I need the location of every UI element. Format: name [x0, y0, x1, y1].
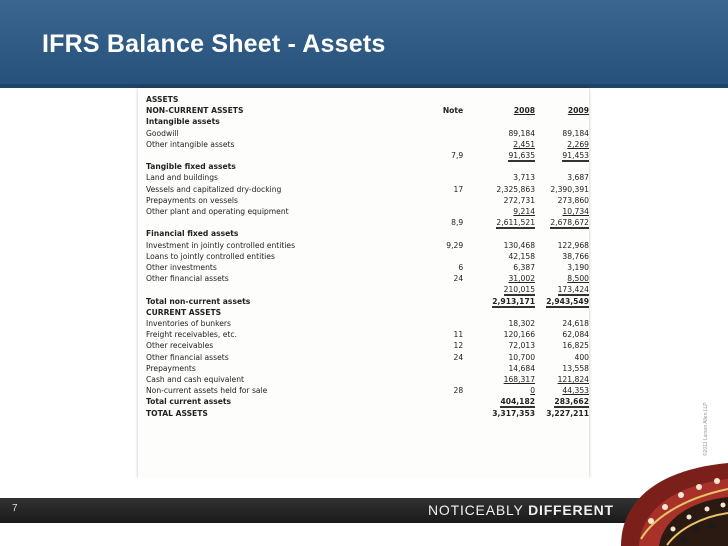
row-value-2009: 10,734	[562, 207, 589, 217]
row-value-2008: 89,184	[508, 128, 536, 138]
row-label	[146, 150, 407, 161]
table-row	[146, 172, 589, 183]
row-note	[407, 318, 463, 329]
tagline-prefix: NOTICEABLY	[428, 502, 529, 518]
table-row	[146, 240, 589, 251]
row-value-2008: 2,325,863	[496, 184, 536, 194]
row-note: 28	[453, 386, 464, 396]
row-note	[407, 307, 463, 318]
row-value-2009: 173,424	[557, 285, 589, 295]
table-row	[146, 150, 589, 161]
page-number: 7	[12, 503, 18, 514]
row-note: 24	[453, 274, 464, 284]
row-value-2009: 2,943,549	[546, 296, 589, 306]
table-row	[146, 329, 589, 340]
table-row	[146, 363, 589, 374]
table-row	[146, 296, 589, 307]
row-label: Intangible assets	[146, 117, 220, 127]
row-value-2009: 91,453	[562, 151, 589, 161]
row-value-2009: 24,618	[562, 319, 589, 329]
row-value-2008: 9,214	[513, 207, 536, 217]
row-label: Investment in jointly controlled entities	[146, 240, 296, 250]
row-note	[407, 206, 463, 217]
row-note	[407, 228, 463, 239]
row-label: Total current assets	[146, 397, 232, 407]
row-value-2008: 3,713	[513, 173, 536, 183]
tagline-emphasis: DIFFERENT	[528, 502, 614, 518]
row-label: Total non-current assets	[146, 296, 251, 306]
balance-sheet-document	[138, 88, 589, 478]
row-label: Non-current assets held for sale	[146, 386, 268, 396]
row-label: Tangible fixed assets	[146, 162, 236, 172]
row-note	[407, 128, 463, 139]
table-row	[146, 385, 589, 396]
row-label: Freight receivables, etc.	[146, 330, 237, 340]
row-note	[407, 296, 463, 307]
header-label-top: ASSETS	[146, 95, 179, 104]
table-row	[146, 284, 589, 295]
row-note: 7,9	[451, 151, 464, 161]
table-row	[146, 273, 589, 284]
row-label: Land and buildings	[146, 173, 219, 183]
header-2008: 2008	[513, 106, 536, 116]
table-header-row	[146, 94, 589, 105]
table-row	[146, 374, 589, 385]
row-value-2008: 42,158	[508, 251, 536, 261]
row-value-2008: 2,451	[513, 139, 536, 149]
row-value-2009: 13,558	[562, 363, 589, 373]
row-label	[146, 217, 407, 228]
row-note: 11	[453, 330, 464, 340]
row-label: Other investments	[146, 263, 217, 273]
table-row	[146, 352, 589, 363]
row-note	[407, 172, 463, 183]
table-row	[146, 307, 589, 318]
row-note: 8,9	[451, 218, 464, 228]
table-row	[146, 128, 589, 139]
row-value-2009: 122,968	[557, 240, 589, 250]
table-row	[146, 116, 589, 127]
table-row	[146, 139, 589, 150]
row-label: CURRENT ASSETS	[146, 307, 222, 317]
row-note: 12	[453, 341, 464, 351]
row-value-2009: 89,184	[562, 128, 589, 138]
row-label: Other receivables	[146, 341, 214, 351]
row-value-2009: 2,678,672	[550, 218, 589, 228]
row-label: Cash and cash equivalent	[146, 375, 244, 385]
table-row	[146, 195, 589, 206]
row-label: Prepayments on vessels	[146, 195, 238, 205]
row-note	[407, 396, 463, 407]
row-note	[407, 161, 463, 172]
slide-header	[0, 0, 728, 88]
row-value-2008: 3,317,353	[492, 408, 536, 418]
row-note: 17	[453, 184, 464, 194]
row-value-2009: 2,390,391	[550, 184, 589, 194]
table-row	[146, 217, 589, 228]
table-row	[146, 262, 589, 273]
row-label: Inventories of bunkers	[146, 319, 231, 329]
row-value-2008: 72,013	[508, 341, 536, 351]
row-value-2008: 6,387	[513, 263, 536, 273]
row-label: Financial fixed assets	[146, 229, 239, 239]
row-label: TOTAL ASSETS	[146, 408, 208, 418]
row-label: Other financial assets	[146, 352, 229, 362]
row-value-2008: 120,166	[503, 330, 536, 340]
table-header-row	[146, 105, 589, 116]
table-row	[146, 340, 589, 351]
row-value-2008: 272,731	[503, 195, 536, 205]
row-value-2008: 2,913,171	[492, 296, 536, 306]
row-value-2008: 18,302	[508, 319, 536, 329]
table-row	[146, 396, 589, 407]
row-value-2009: 3,687	[567, 173, 589, 183]
row-label: Other plant and operating equipment	[146, 207, 289, 217]
copyright-notice: ©2011 Larson Allen LLP	[703, 402, 709, 456]
row-label: Goodwill	[146, 128, 179, 138]
row-value-2009: 121,824	[557, 375, 589, 385]
row-value-2009: 44,353	[562, 386, 589, 396]
row-note	[407, 374, 463, 385]
table-row	[146, 161, 589, 172]
header-label: NON-CURRENT ASSETS	[146, 106, 244, 116]
row-label: Other financial assets	[146, 274, 229, 284]
slide-title: IFRS Balance Sheet - Assets	[42, 30, 386, 58]
row-value-2008: 404,182	[500, 397, 536, 407]
balance-sheet-table	[146, 94, 589, 419]
row-value-2009: 3,227,211	[546, 408, 589, 418]
row-value-2009: 62,084	[562, 330, 589, 340]
table-row	[146, 318, 589, 329]
row-note	[407, 363, 463, 374]
table-row	[146, 206, 589, 217]
row-note: 6	[458, 263, 464, 273]
row-value-2008: 10,700	[508, 352, 536, 362]
row-value-2008: 130,468	[503, 240, 536, 250]
row-note	[407, 408, 463, 419]
row-value-2008: 31,002	[508, 274, 536, 284]
row-note	[407, 284, 463, 295]
row-label: Loans to jointly controlled entities	[146, 251, 275, 261]
row-note	[407, 139, 463, 150]
row-value-2008: 14,684	[508, 363, 536, 373]
header-2009: 2009	[567, 106, 589, 116]
row-value-2009: 8,500	[567, 274, 589, 284]
row-value-2008: 2,611,521	[496, 218, 536, 228]
table-row	[146, 251, 589, 262]
row-value-2009: 38,766	[562, 251, 589, 261]
row-value-2008: 0	[530, 386, 536, 396]
row-value-2008: 210,015	[503, 285, 536, 295]
row-value-2008: 168,317	[503, 375, 536, 385]
row-note: 24	[453, 352, 464, 362]
row-note	[407, 116, 463, 127]
row-label: Vessels and capitalized dry-docking	[146, 184, 282, 194]
row-value-2009: 3,190	[567, 263, 589, 273]
row-value-2009: 16,825	[562, 341, 589, 351]
table-row	[146, 408, 589, 419]
row-value-2008: 91,635	[508, 151, 536, 161]
row-value-2009: 2,269	[567, 139, 589, 149]
table-row	[146, 228, 589, 239]
row-note	[407, 251, 463, 262]
row-value-2009: 273,860	[557, 195, 589, 205]
row-note: 9,29	[446, 240, 464, 250]
row-value-2009: 400	[574, 352, 589, 362]
row-label: Prepayments	[146, 363, 196, 373]
decorative-pattern-graphic	[581, 459, 728, 546]
row-label	[146, 284, 407, 295]
row-value-2009: 283,662	[554, 397, 589, 407]
table-row	[146, 184, 589, 195]
row-label: Other intangible assets	[146, 139, 235, 149]
header-note: Note	[442, 106, 464, 116]
row-note	[407, 195, 463, 206]
